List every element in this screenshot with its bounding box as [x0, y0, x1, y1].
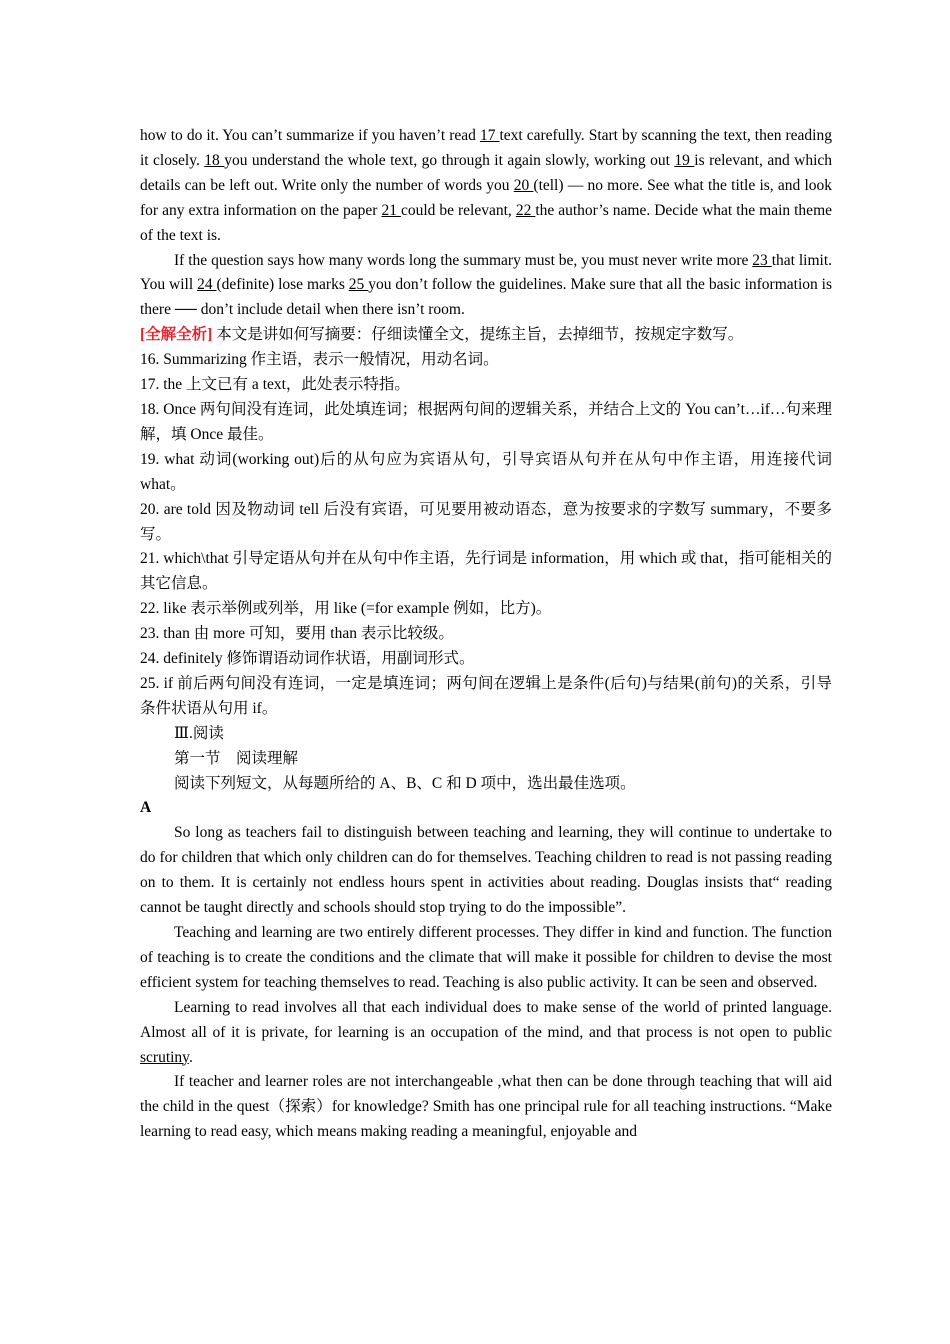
section-heading: Ⅲ.阅读: [174, 724, 224, 742]
text-run: that limit. You will: [140, 251, 833, 294]
section-subheading: 第一节 阅读理解: [174, 749, 299, 767]
text-run: how to do it. You can’t summarize if you haven’t read: [140, 127, 480, 144]
analysis-item-21: 21. which\that 引导定语从句并在从句中作主语，先行词是 information，用 which 或 that，指可能相关的其它信息。: [140, 550, 832, 593]
passage-letter: A: [140, 799, 152, 817]
analysis-item-24: 24. definitely 修饰谓语动词作状语，用副词形式。: [140, 650, 475, 668]
blank-19: 19: [674, 151, 695, 169]
analysis-item-25: 25. if 前后两句间没有连词，一定是填连词；两句间在逻辑上是条件(后句)与结果(前句)的关系，引导条件状语从句用 if。: [140, 674, 832, 717]
text-run: If the question says how many words long the summary must be, you must never write more: [174, 251, 753, 269]
text-run: text carefully. Start by scanning the text, then reading it closely.: [140, 127, 832, 169]
reading-a-paragraph-4: If teacher and learner roles are not interchangeable ,what then can be done through teaching that will aid the child in the quest（探索）for knowledge? Smith has one principal rule for all teaching instructions. “Make learning to read easy, which means making reading a meaningful, enjoyable and: [140, 1073, 832, 1141]
analysis-tag: [全解全析]: [140, 326, 213, 344]
blank-23: 23: [752, 251, 772, 269]
analysis-item-22: 22. like 表示举例或列举，用 like (=for example 例如，比方)。: [140, 600, 552, 618]
analysis-item-16: 16. Summarizing 作主语，表示一般情况，用动名词。: [140, 351, 499, 369]
analysis-item-17: 17. the 上文已有 a text，此处表示特指。: [140, 376, 410, 394]
blank-24: 24: [197, 276, 217, 294]
cloze-paragraph-2: [140, 249, 832, 324]
text-run: is relevant, and which details can be left out. Write only the number of words you: [140, 151, 833, 194]
section-instruction: 阅读下列短文，从每题所给的 A、B、C 和 D 项中，选出最佳选项。: [174, 774, 636, 792]
text-run: .: [188, 1048, 193, 1066]
text-run: could be relevant,: [400, 201, 516, 219]
analysis-item-20: 20. are told 因及物动词 tell 后没有宾语，可见要用被动语态，意为按要求的字数写 summary，不要多写。: [140, 500, 832, 543]
reading-a-paragraph-2: Teaching and learning are two entirely different processes. They differ in kind and function. The function of teaching is to create the conditions and the climate that will make it possible for children to devise the most efficient system for teaching themselves to read. Teaching is also public activity. It can be seen and observed.: [140, 924, 832, 991]
reading-a-paragraph-1: So long as teachers fail to distinguish between teaching and learning, they will continue to undertake to do for children that which only children can do for themselves. Teaching children to read is not passing reading on to them. It is certainly not endless hours spent in activities about reading. Douglas insists that“ reading cannot be taught directly and schools should stop trying to do the impossible”.: [140, 824, 832, 917]
blank-25: 25: [348, 276, 369, 294]
document-body: [140, 124, 832, 1145]
blank-17: 17: [479, 127, 500, 144]
text-run: you understand the whole text, go through it again slowly, working out: [224, 151, 675, 169]
analysis-summary: [140, 323, 832, 348]
text-run: Learning to read involves all that each individual does to make sense of the world of printed language. Almost all of it is private, for learning is an occupation of the mind, and that process is not open to public: [140, 998, 832, 1041]
text-run: you don’t follow the guidelines. Make sure that all the basic information is there ── don’t include detail when there isn’t room.: [140, 276, 833, 319]
blank-22: 22: [515, 201, 536, 219]
blank-21: 21: [381, 201, 401, 219]
text-run: the author’s name. Decide what the main theme of the text is.: [140, 201, 833, 244]
cloze-paragraph-1: [140, 124, 832, 249]
text-run: (definite) lose marks: [216, 276, 349, 294]
reading-a-paragraph-3: [140, 996, 832, 1071]
analysis-item-23: 23. than 由 more 可知，要用 than 表示比较级。: [140, 625, 454, 643]
analysis-item-18: 18. Once 两句间没有连词，此处填连词；根据两句间的逻辑关系，并结合上文的 You can’t…if…句来理解，填 Once 最佳。: [140, 400, 832, 443]
analysis-summary-text: 本文是讲如何写摘要：仔细读懂全文，提练主旨，去掉细节，按规定字数写。: [212, 326, 744, 344]
underlined-word: scrutiny: [140, 1048, 189, 1066]
blank-20: 20: [513, 176, 534, 194]
blank-18: 18: [204, 151, 225, 169]
text-run: (tell) — no more. See what the title is, and look for any extra information on the paper: [140, 176, 833, 219]
analysis-item-19: 19. what 动词(working out)后的从句应为宾语从句，引导宾语从句并在从句中作主语，用连接代词 what。: [140, 450, 832, 493]
